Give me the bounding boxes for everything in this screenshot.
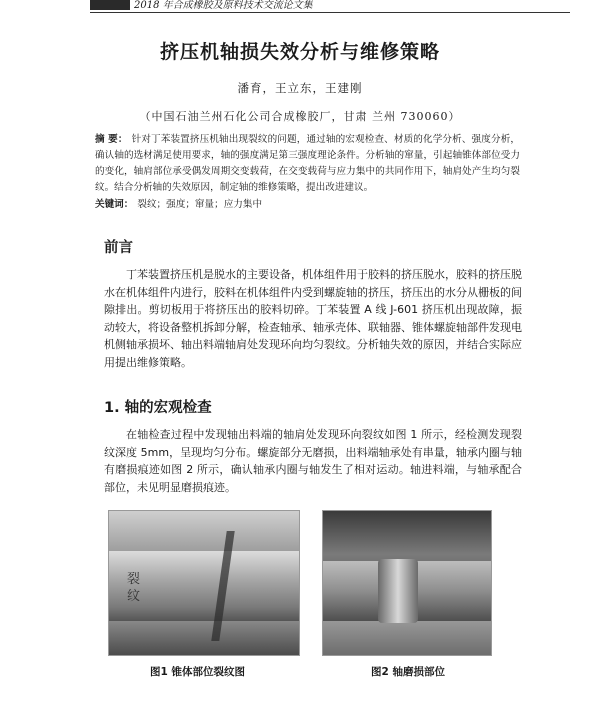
crack-annotation-line1: 裂 bbox=[127, 572, 141, 587]
crack-annotation-line2: 纹 bbox=[127, 589, 141, 604]
paper-title: 挤压机轴损失效分析与维修策略 bbox=[159, 41, 440, 63]
authors: 潘育，王立东，王建刚 bbox=[237, 81, 363, 95]
section-paragraph-foreword: 丁苯装置挤压机是脱水的主要设备，机体组件用于胶料的挤压脱水，胶料的挤压脱水在机体组件内进行，胶料在机体组件内受到螺旋轴的挤压，挤压出的水分从栅板的间隙排出。剪切板用于将挤压出的胶料切碎。丁苯装置 A 线 J-601 挤压机出现故障，振动较大，将设备整机拆卸分解，检查轴承、轴承壳体、联轴器、锥体螺旋轴部件发现电机侧轴承损坏、轴出料端轴肩处发现环向均匀裂纹。分析轴失效的原因，并结合实际应用提出维修策略。 bbox=[104, 268, 522, 369]
figure-1-photo bbox=[108, 510, 300, 656]
keywords bbox=[95, 198, 520, 212]
abstract-text: 针对丁苯装置挤压机轴出现裂纹的问题，通过轴的宏观检查、材质的化学分析、强度分析，确认轴的选材满足使用要求，轴的强度满足第三强度理论条件。分析轴的窜量，引起轴锥体部位受力的变化，轴肩部位承受偶发周期交变载荷，在交变载荷与应力集中的共同作用下，轴肩处产生均匀裂纹。结合分析轴的失效原因，制定轴的维修策略，提出改进建议。 bbox=[95, 134, 521, 193]
crack-annotation bbox=[127, 571, 140, 605]
figure-1-caption: 图1 锥体部位裂纹图 bbox=[150, 666, 245, 678]
keywords-label: 关键词： bbox=[95, 199, 134, 210]
figure-2-caption: 图2 轴磨损部位 bbox=[371, 666, 445, 678]
affiliation: （中国石油兰州石化公司合成橡胶厂，甘肃 兰州 730060） bbox=[139, 110, 461, 123]
wear-area bbox=[378, 559, 418, 623]
section-heading-macro-inspection: 1. 轴的宏观检查 bbox=[104, 400, 212, 416]
publication-logo-icon bbox=[90, 0, 130, 10]
section-paragraph-macro-inspection: 在轴检查过程中发现轴出料端的轴肩处发现环向裂纹如图 1 所示，经检测发现裂纹深度 5mm，呈现均匀分布。螺旋部分无磨损，出料端轴承处有串量，轴承内圈与轴有磨损痕迹如图 2 所示，确认轴承内圈与轴发生了相对运动。轴进料端，与轴承配合部位，未见明显磨损痕迹。 bbox=[104, 428, 522, 494]
section-heading-foreword: 前言 bbox=[104, 240, 133, 256]
abstract bbox=[95, 132, 520, 196]
keywords-text: 裂纹；强度；窜量；应力集中 bbox=[137, 199, 263, 210]
figure-2-photo bbox=[322, 510, 492, 656]
header-rule bbox=[90, 12, 570, 13]
running-header-text: 2018 年合成橡胶及原料技术交流论文集 bbox=[134, 0, 313, 11]
running-header bbox=[90, 0, 570, 14]
abstract-label: 摘 要： bbox=[95, 134, 128, 145]
